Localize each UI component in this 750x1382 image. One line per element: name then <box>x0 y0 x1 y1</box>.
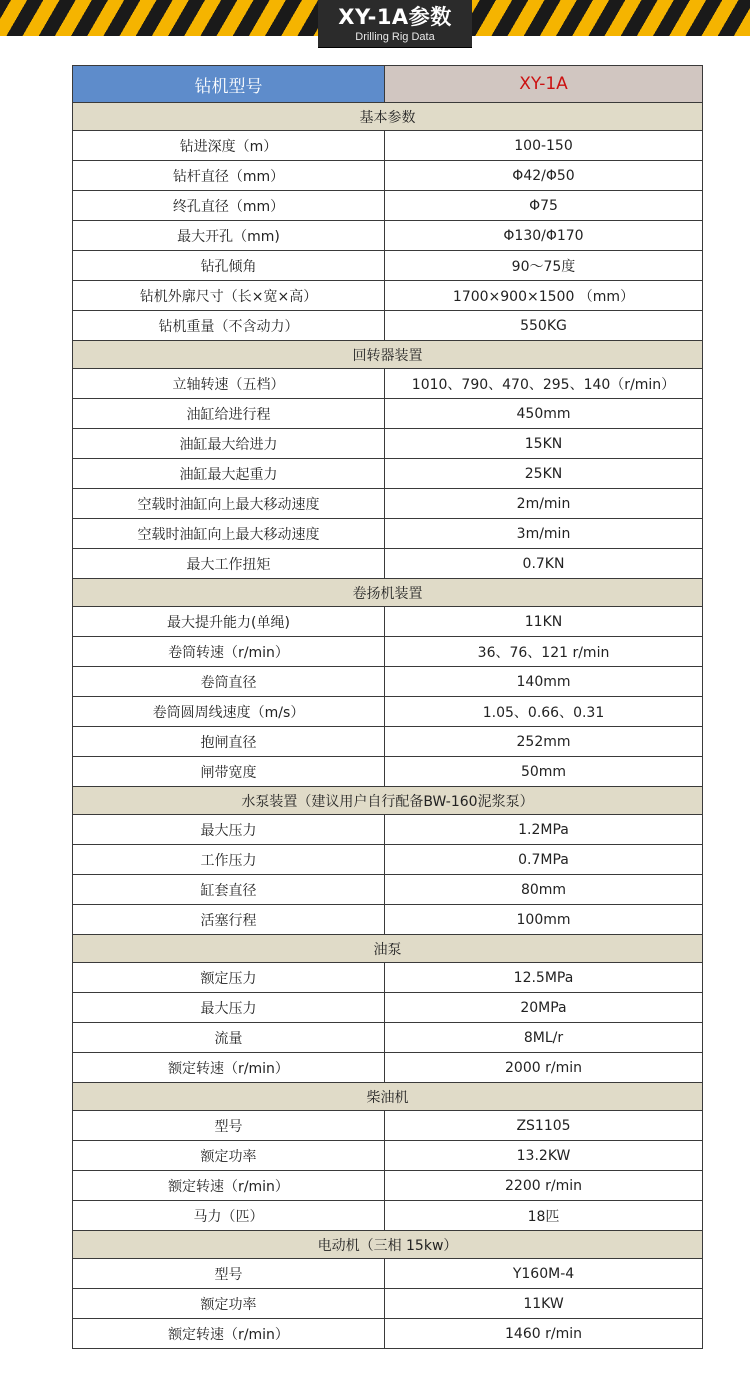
param-value: Φ42/Φ50 <box>385 161 703 191</box>
param-label: 卷筒直径 <box>73 667 385 697</box>
param-value: Φ130/Φ170 <box>385 221 703 251</box>
model-label: 钻机型号 <box>73 66 385 103</box>
table-row <box>73 875 703 905</box>
table-row <box>73 429 703 459</box>
table-row <box>73 1141 703 1171</box>
table-row <box>73 905 703 935</box>
param-value: 100mm <box>385 905 703 935</box>
table-row <box>73 161 703 191</box>
model-value: XY-1A <box>385 66 703 103</box>
param-value: 2m/min <box>385 489 703 519</box>
param-value: 8ML/r <box>385 1023 703 1053</box>
param-value: 1460 r/min <box>385 1319 703 1349</box>
param-value: 100-150 <box>385 131 703 161</box>
table-row <box>73 815 703 845</box>
table-row <box>73 667 703 697</box>
param-value: 140mm <box>385 667 703 697</box>
param-label: 空载时油缸向上最大移动速度 <box>73 519 385 549</box>
param-value: 90～75度 <box>385 251 703 281</box>
param-label: 额定压力 <box>73 963 385 993</box>
param-value: 3m/min <box>385 519 703 549</box>
section-header-row <box>73 1083 703 1111</box>
param-label: 额定转速（r/min） <box>73 1319 385 1349</box>
table-row <box>73 1319 703 1349</box>
param-value: 80mm <box>385 875 703 905</box>
page-subtitle: Drilling Rig Data <box>355 31 435 43</box>
table-row <box>73 459 703 489</box>
section-title: 电动机（三相 15kw） <box>73 1231 703 1259</box>
table-row <box>73 519 703 549</box>
table-row <box>73 607 703 637</box>
param-label: 抱闸直径 <box>73 727 385 757</box>
param-value: 1.2MPa <box>385 815 703 845</box>
param-value: 20MPa <box>385 993 703 1023</box>
spec-table-container <box>72 65 702 1349</box>
param-label: 额定转速（r/min） <box>73 1053 385 1083</box>
param-label: 最大工作扭矩 <box>73 549 385 579</box>
table-row <box>73 963 703 993</box>
param-label: 型号 <box>73 1259 385 1289</box>
section-title: 回转器装置 <box>73 341 703 369</box>
section-header-row <box>73 787 703 815</box>
param-label: 马力（匹） <box>73 1201 385 1231</box>
param-value: 0.7MPa <box>385 845 703 875</box>
table-row <box>73 549 703 579</box>
param-label: 油缸最大给进力 <box>73 429 385 459</box>
param-value: Y160M-4 <box>385 1259 703 1289</box>
param-value: 18匹 <box>385 1201 703 1231</box>
param-label: 额定功率 <box>73 1141 385 1171</box>
param-label: 空载时油缸向上最大移动速度 <box>73 489 385 519</box>
spec-table <box>72 65 703 1349</box>
param-label: 终孔直径（mm） <box>73 191 385 221</box>
param-value: 1010、790、470、295、140（r/min） <box>385 369 703 399</box>
section-header-row <box>73 103 703 131</box>
table-row <box>73 489 703 519</box>
param-label: 型号 <box>73 1111 385 1141</box>
section-title: 卷扬机装置 <box>73 579 703 607</box>
section-header-row <box>73 1231 703 1259</box>
table-row <box>73 221 703 251</box>
table-row <box>73 845 703 875</box>
param-label: 最大提升能力(单绳) <box>73 607 385 637</box>
title-plate <box>318 0 472 48</box>
table-row <box>73 727 703 757</box>
table-row <box>73 281 703 311</box>
param-value: 1700×900×1500 （mm） <box>385 281 703 311</box>
table-row <box>73 1259 703 1289</box>
table-row <box>73 1053 703 1083</box>
param-label: 额定功率 <box>73 1289 385 1319</box>
param-value: 2200 r/min <box>385 1171 703 1201</box>
table-row <box>73 1111 703 1141</box>
param-label: 额定转速（r/min） <box>73 1171 385 1201</box>
param-value: Φ75 <box>385 191 703 221</box>
param-label: 工作压力 <box>73 845 385 875</box>
table-row <box>73 399 703 429</box>
param-label: 缸套直径 <box>73 875 385 905</box>
param-label: 闸带宽度 <box>73 757 385 787</box>
param-value: 50mm <box>385 757 703 787</box>
table-row <box>73 311 703 341</box>
param-value: 11KN <box>385 607 703 637</box>
model-row <box>73 66 703 103</box>
param-label: 最大压力 <box>73 815 385 845</box>
table-row <box>73 697 703 727</box>
section-title: 水泵装置（建议用户自行配备BW-160泥浆泵） <box>73 787 703 815</box>
param-value: 25KN <box>385 459 703 489</box>
table-row <box>73 993 703 1023</box>
param-label: 最大开孔（mm) <box>73 221 385 251</box>
param-value: 11KW <box>385 1289 703 1319</box>
table-row <box>73 1023 703 1053</box>
param-label: 钻机外廓尺寸（长×宽×高） <box>73 281 385 311</box>
table-row <box>73 1201 703 1231</box>
param-label: 最大压力 <box>73 993 385 1023</box>
table-row <box>73 369 703 399</box>
table-row <box>73 1171 703 1201</box>
table-row <box>73 191 703 221</box>
section-header-row <box>73 579 703 607</box>
param-label: 立轴转速（五档） <box>73 369 385 399</box>
param-value: 15KN <box>385 429 703 459</box>
param-label: 流量 <box>73 1023 385 1053</box>
param-value: 12.5MPa <box>385 963 703 993</box>
section-header-row <box>73 935 703 963</box>
param-value: 36、76、121 r/min <box>385 637 703 667</box>
param-value: 550KG <box>385 311 703 341</box>
param-value: 2000 r/min <box>385 1053 703 1083</box>
section-title: 油泵 <box>73 935 703 963</box>
section-header-row <box>73 341 703 369</box>
param-label: 卷筒转速（r/min） <box>73 637 385 667</box>
spec-table-body <box>73 66 703 1349</box>
param-label: 油缸给进行程 <box>73 399 385 429</box>
param-value: ZS1105 <box>385 1111 703 1141</box>
param-label: 油缸最大起重力 <box>73 459 385 489</box>
param-label: 钻杆直径（mm） <box>73 161 385 191</box>
param-value: 450mm <box>385 399 703 429</box>
table-row <box>73 131 703 161</box>
param-label: 钻孔倾角 <box>73 251 385 281</box>
table-row <box>73 757 703 787</box>
param-label: 活塞行程 <box>73 905 385 935</box>
param-value: 13.2KW <box>385 1141 703 1171</box>
section-title: 基本参数 <box>73 103 703 131</box>
table-row <box>73 251 703 281</box>
section-title: 柴油机 <box>73 1083 703 1111</box>
page-title: XY-1A参数 <box>338 5 452 29</box>
table-row <box>73 637 703 667</box>
param-label: 钻机重量（不含动力） <box>73 311 385 341</box>
table-row <box>73 1289 703 1319</box>
param-value: 0.7KN <box>385 549 703 579</box>
param-label: 钻进深度（m） <box>73 131 385 161</box>
param-value: 252mm <box>385 727 703 757</box>
param-label: 卷筒圆周线速度（m/s） <box>73 697 385 727</box>
param-value: 1.05、0.66、0.31 <box>385 697 703 727</box>
